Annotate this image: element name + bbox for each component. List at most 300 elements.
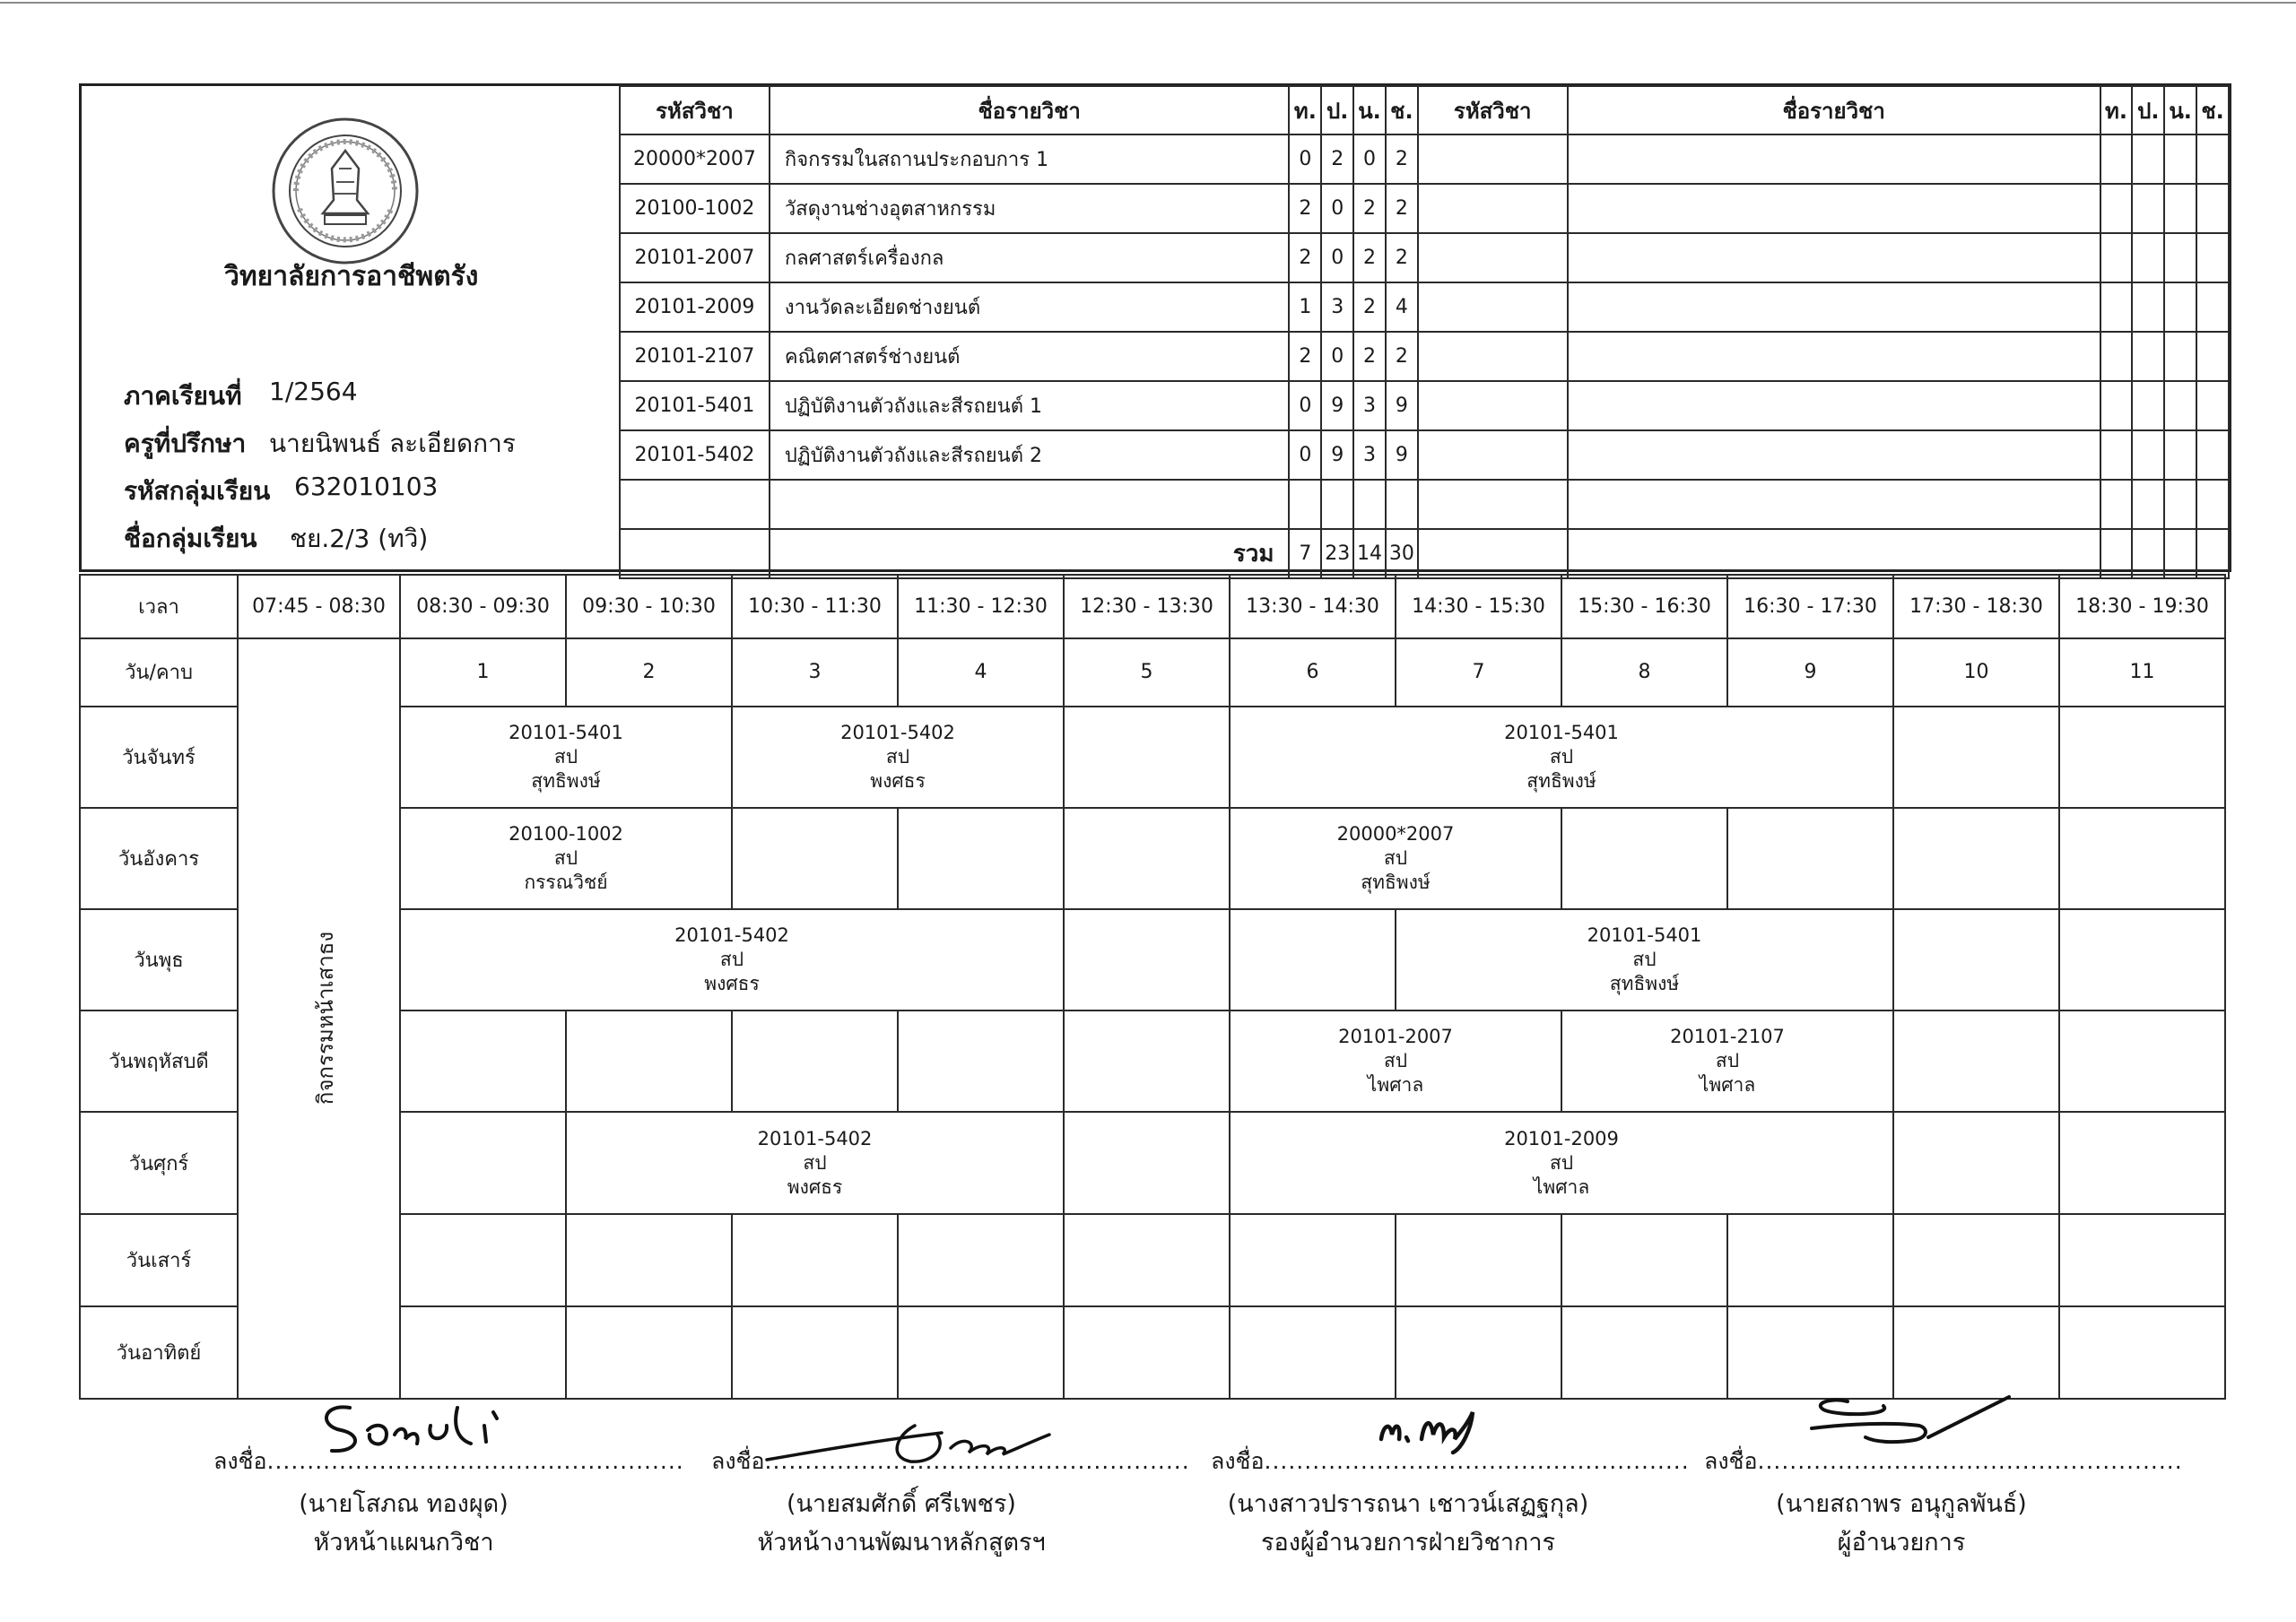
day-row-wednesday — [80, 909, 2225, 1010]
subject-theory: 2 — [1289, 332, 1321, 381]
time-slot: 08:30 - 09:30 — [400, 575, 566, 638]
class-block — [400, 909, 1064, 1010]
empty-cell — [1418, 332, 1568, 381]
empty-cell — [2100, 480, 2133, 529]
empty-slot — [400, 1214, 566, 1306]
empty-cell — [1353, 480, 1386, 529]
empty-slot — [1893, 909, 2059, 1010]
class-block — [1396, 909, 1893, 1010]
subject-hours: 9 — [1386, 381, 1418, 430]
subject-name: กลศาสตร์เครื่องกล — [770, 233, 1290, 282]
class-teacher: กรรณวิชย์ — [524, 871, 608, 893]
empty-cell — [2100, 430, 2133, 480]
empty-slot — [1727, 1214, 1893, 1306]
signer-name: (นายโสภณ ทองผุด) — [299, 1490, 509, 1518]
period-row — [80, 638, 2225, 707]
empty-cell — [1418, 282, 1568, 332]
empty-cell — [2164, 430, 2196, 480]
period-number: 1 — [400, 638, 566, 707]
class-teacher: พงศธร — [787, 1175, 843, 1198]
semester-row — [124, 377, 358, 416]
empty-cell — [2196, 381, 2229, 430]
class-code: 20101-2107 — [1670, 1026, 1785, 1048]
class-block — [732, 707, 1064, 808]
semester-value: 1/2564 — [269, 377, 358, 406]
empty-slot — [2059, 1112, 2225, 1213]
group-name-value: ชย.2/3 (ทวิ) — [290, 524, 429, 553]
class-code: 20101-5401 — [1504, 721, 1619, 743]
class-block — [566, 1112, 1064, 1213]
subject-row-empty — [620, 480, 2229, 529]
empty-cell — [2132, 233, 2164, 282]
empty-slot — [1230, 1306, 1396, 1399]
time-label: เวลา — [80, 575, 238, 638]
empty-slot — [1727, 808, 1893, 909]
class-code: 20101-2009 — [1504, 1127, 1619, 1149]
time-slot: 14:30 - 15:30 — [1396, 575, 1561, 638]
group-code-value: 632010103 — [294, 472, 439, 501]
empty-cell — [2100, 381, 2133, 430]
sign-label: ลงชื่อ — [213, 1448, 267, 1474]
class-code: 20000*2007 — [1336, 822, 1455, 845]
time-slot: 16:30 - 17:30 — [1727, 575, 1893, 638]
class-code: 20101-5401 — [509, 721, 623, 743]
class-room: สป — [1632, 949, 1657, 971]
empty-cell — [2100, 134, 2133, 184]
college-seal-icon — [269, 115, 422, 267]
empty-cell — [2196, 282, 2229, 332]
advisor-row — [124, 424, 516, 464]
class-room: สป — [1383, 846, 1408, 869]
subject-table — [619, 85, 2230, 579]
empty-slot — [1064, 1306, 1230, 1399]
time-slot: 17:30 - 18:30 — [1893, 575, 2059, 638]
subject-code: 20101-2009 — [620, 282, 770, 332]
empty-slot — [1064, 808, 1230, 909]
period-number: 6 — [1230, 638, 1396, 707]
day-label: วันอังคาร — [80, 808, 238, 909]
subject-theory: 0 — [1289, 381, 1321, 430]
empty-cell — [2196, 134, 2229, 184]
class-block — [1561, 1010, 1893, 1112]
empty-slot — [2059, 1306, 2225, 1399]
day-row-tuesday — [80, 808, 2225, 909]
total-credit: 14 — [1353, 529, 1386, 578]
empty-cell — [2132, 430, 2164, 480]
class-teacher: ไพศาล — [1533, 1175, 1590, 1198]
sign-line: ลงชื่อ.................................................... — [213, 1448, 684, 1474]
signer-name: (นางสาวปรารถนา เชาวน์เสฏฐกุล) — [1227, 1490, 1589, 1518]
subject-name: กิจกรรมในสถานประกอบการ 1 — [770, 134, 1290, 184]
empty-cell — [770, 480, 1290, 529]
empty-slot — [1893, 707, 2059, 808]
empty-cell — [2196, 529, 2229, 578]
sign-line: ลงชื่อ..................................................... — [711, 1448, 1190, 1474]
class-block — [1230, 1010, 1561, 1112]
total-theory: 7 — [1289, 529, 1321, 578]
empty-cell — [1568, 381, 2100, 430]
empty-slot — [1727, 1306, 1893, 1399]
empty-cell — [1418, 381, 1568, 430]
day-label: วันพุธ — [80, 909, 238, 1010]
empty-slot — [898, 1214, 1064, 1306]
class-room: สป — [553, 745, 578, 768]
empty-cell — [1568, 184, 2100, 233]
empty-cell — [1418, 134, 1568, 184]
subject-code: 20101-5402 — [620, 430, 770, 480]
empty-slot — [732, 1214, 898, 1306]
col-hours-header-2: ช. — [2196, 86, 2229, 134]
group-code-row — [124, 472, 439, 511]
signer-name: (นายสถาพร อนุกูลพันธ์) — [1776, 1490, 2027, 1518]
col-code-header: รหัสวิชา — [620, 86, 770, 134]
empty-cell — [2100, 233, 2133, 282]
empty-slot — [566, 1214, 732, 1306]
empty-cell — [1568, 529, 2100, 578]
subject-practice: 9 — [1321, 381, 1353, 430]
subject-header-row — [620, 86, 2229, 134]
empty-cell — [2100, 332, 2133, 381]
class-teacher: สุทธิพงษ์ — [1609, 973, 1680, 995]
empty-cell — [2132, 184, 2164, 233]
empty-slot — [1064, 1010, 1230, 1112]
subject-row — [620, 233, 2229, 282]
empty-cell — [2164, 529, 2196, 578]
empty-slot — [1893, 1010, 2059, 1112]
col-theory-header: ท. — [1289, 86, 1321, 134]
sign-label: ลงชื่อ — [1704, 1448, 1758, 1474]
time-slot: 07:45 - 08:30 — [238, 575, 400, 638]
subject-credit: 2 — [1353, 332, 1386, 381]
empty-cell — [1568, 134, 2100, 184]
subject-credit: 2 — [1353, 282, 1386, 332]
empty-slot — [2059, 1214, 2225, 1306]
day-label: วันศุกร์ — [80, 1112, 238, 1213]
class-code: 20100-1002 — [509, 822, 623, 845]
subject-theory: 2 — [1289, 233, 1321, 282]
subject-name: คณิตศาสตร์ช่างยนต์ — [770, 332, 1290, 381]
empty-cell — [1418, 184, 1568, 233]
day-label: วันเสาร์ — [80, 1214, 238, 1306]
class-room: สป — [885, 745, 910, 768]
subject-practice: 3 — [1321, 282, 1353, 332]
empty-slot — [1064, 707, 1230, 808]
subject-hours: 2 — [1386, 184, 1418, 233]
empty-cell — [1386, 480, 1418, 529]
class-teacher: ไพศาล — [1699, 1074, 1756, 1097]
empty-cell — [2100, 529, 2133, 578]
time-slot: 10:30 - 11:30 — [732, 575, 898, 638]
day-row-thursday — [80, 1010, 2225, 1112]
subject-hours: 2 — [1386, 134, 1418, 184]
class-code: 20101-5402 — [674, 924, 789, 947]
subject-credit: 2 — [1353, 233, 1386, 282]
empty-slot — [1893, 808, 2059, 909]
subject-theory: 0 — [1289, 134, 1321, 184]
col-hours-header: ช. — [1386, 86, 1418, 134]
subject-hours: 4 — [1386, 282, 1418, 332]
period-number: 5 — [1064, 638, 1230, 707]
col-name-header: ชื่อรายวิชา — [770, 86, 1290, 134]
day-row-sunday — [80, 1306, 2225, 1399]
empty-slot — [400, 1112, 566, 1213]
empty-cell — [2196, 332, 2229, 381]
class-block — [400, 707, 732, 808]
class-code: 20101-5401 — [1587, 924, 1702, 947]
empty-cell — [1568, 480, 2100, 529]
empty-cell — [2132, 381, 2164, 430]
col-code-header-2: รหัสวิชา — [1418, 86, 1568, 134]
empty-slot — [1561, 1306, 1727, 1399]
day-label: วันอาทิตย์ — [80, 1306, 238, 1399]
col-practice-header-2: ป. — [2132, 86, 2164, 134]
subject-name: ปฏิบัติงานตัวถังและสีรถยนต์ 2 — [770, 430, 1290, 480]
empty-cell — [2100, 282, 2133, 332]
subject-name: ปฏิบัติงานตัวถังและสีรถยนต์ 1 — [770, 381, 1290, 430]
subject-row — [620, 430, 2229, 480]
time-row — [80, 575, 2225, 638]
sign-line: ลงชื่อ..................................................... — [1704, 1448, 2183, 1474]
empty-cell — [2164, 282, 2196, 332]
subject-name: วัสดุงานช่างอุตสาหกรรม — [770, 184, 1290, 233]
empty-cell — [1568, 430, 2100, 480]
semester-label: ภาคเรียนที่ — [124, 381, 242, 411]
empty-slot — [1893, 1214, 2059, 1306]
subject-practice: 0 — [1321, 233, 1353, 282]
empty-slot — [732, 1306, 898, 1399]
col-name-header-2: ชื่อรายวิชา — [1568, 86, 2100, 134]
subject-theory: 2 — [1289, 184, 1321, 233]
subject-code: 20101-5401 — [620, 381, 770, 430]
subject-practice: 2 — [1321, 134, 1353, 184]
handwritten-signature-icon — [1794, 1388, 2018, 1460]
subject-code: 20101-2107 — [620, 332, 770, 381]
empty-slot — [2059, 909, 2225, 1010]
empty-slot — [898, 1306, 1064, 1399]
empty-cell — [2164, 134, 2196, 184]
subject-name: งานวัดละเอียดช่างยนต์ — [770, 282, 1290, 332]
empty-cell — [1289, 480, 1321, 529]
subject-credit: 3 — [1353, 381, 1386, 430]
subject-practice: 9 — [1321, 430, 1353, 480]
subject-hours: 2 — [1386, 332, 1418, 381]
subject-total-row — [620, 529, 2229, 578]
signer-position: รองผู้อำนวยการฝ่ายวิชาการ — [1260, 1529, 1555, 1557]
subject-row — [620, 134, 2229, 184]
total-hours: 30 — [1386, 529, 1418, 578]
morning-activity-label: กิจกรรมหน้าเสาธง — [313, 932, 339, 1106]
empty-slot — [2059, 707, 2225, 808]
class-code: 20101-5402 — [757, 1127, 873, 1149]
subject-row — [620, 381, 2229, 430]
empty-cell — [2164, 381, 2196, 430]
empty-cell — [2132, 332, 2164, 381]
class-teacher: สุทธิพงษ์ — [531, 769, 601, 792]
col-credit-header-2: น. — [2164, 86, 2196, 134]
col-practice-header: ป. — [1321, 86, 1353, 134]
sign-label: ลงชื่อ — [711, 1448, 765, 1474]
class-teacher: พงศธร — [704, 973, 760, 995]
empty-cell — [620, 480, 770, 529]
group-name-row — [124, 519, 429, 559]
sign-line: ลงชื่อ..................................................... — [1211, 1448, 1690, 1474]
empty-cell — [1418, 430, 1568, 480]
subject-code: 20000*2007 — [620, 134, 770, 184]
handwritten-signature-icon — [1372, 1403, 1507, 1457]
empty-slot — [2059, 808, 2225, 909]
period-number: 8 — [1561, 638, 1727, 707]
time-slot: 09:30 - 10:30 — [566, 575, 732, 638]
class-room: สป — [803, 1151, 827, 1174]
total-practice: 23 — [1321, 529, 1353, 578]
empty-slot — [1396, 1306, 1561, 1399]
empty-cell — [2164, 233, 2196, 282]
time-slot: 18:30 - 19:30 — [2059, 575, 2225, 638]
empty-cell — [1568, 282, 2100, 332]
subject-hours: 2 — [1386, 233, 1418, 282]
period-number: 10 — [1893, 638, 2059, 707]
class-room: สป — [1549, 745, 1574, 768]
empty-slot — [566, 1306, 732, 1399]
day-label: วันพฤหัสบดี — [80, 1010, 238, 1112]
time-slot: 13:30 - 14:30 — [1230, 575, 1396, 638]
class-code: 20101-2007 — [1338, 1026, 1453, 1048]
empty-slot — [566, 1010, 732, 1112]
empty-cell — [2196, 184, 2229, 233]
timetable — [79, 574, 2226, 1400]
college-name: วิทยาลัยการอาชีพตรัง — [224, 261, 479, 292]
day-row-friday — [80, 1112, 2225, 1213]
empty-cell — [2100, 184, 2133, 233]
period-number: 2 — [566, 638, 732, 707]
period-number: 3 — [732, 638, 898, 707]
day-row-monday — [80, 707, 2225, 808]
class-block — [1230, 808, 1561, 909]
empty-cell — [2132, 529, 2164, 578]
col-theory-header-2: ท. — [2100, 86, 2133, 134]
class-room: สป — [553, 846, 578, 869]
subject-credit: 3 — [1353, 430, 1386, 480]
empty-cell — [2164, 480, 2196, 529]
empty-cell — [2196, 233, 2229, 282]
signer-position: ผู้อำนวยการ — [1837, 1529, 1966, 1557]
time-slot: 15:30 - 16:30 — [1561, 575, 1727, 638]
signer-position: หัวหน้างานพัฒนาหลักสูตรฯ — [757, 1529, 1046, 1557]
empty-slot — [898, 808, 1064, 909]
handwritten-signature-icon — [762, 1399, 1067, 1470]
empty-cell — [620, 529, 770, 578]
group-name-label: ชื่อกลุ่มเรียน — [124, 524, 257, 553]
col-credit-header: น. — [1353, 86, 1386, 134]
empty-cell — [1568, 233, 2100, 282]
empty-slot — [1230, 909, 1396, 1010]
class-room: สป — [1715, 1050, 1740, 1072]
subject-credit: 0 — [1353, 134, 1386, 184]
subject-hours: 9 — [1386, 430, 1418, 480]
subject-row — [620, 184, 2229, 233]
subject-row — [620, 282, 2229, 332]
subject-code: 20100-1002 — [620, 184, 770, 233]
signer-position: หัวหน้าแผนกวิชา — [313, 1529, 494, 1557]
empty-slot — [1064, 1112, 1230, 1213]
advisor-value: นายนิพนธ์ ละเอียดการ — [269, 429, 516, 458]
time-slot: 12:30 - 13:30 — [1064, 575, 1230, 638]
empty-cell — [2164, 184, 2196, 233]
empty-slot — [2059, 1010, 2225, 1112]
empty-cell — [1568, 332, 2100, 381]
empty-cell — [1418, 529, 1568, 578]
class-block — [1230, 1112, 1893, 1213]
empty-slot — [732, 1010, 898, 1112]
subject-theory: 0 — [1289, 430, 1321, 480]
period-number: 4 — [898, 638, 1064, 707]
empty-slot — [1230, 1214, 1396, 1306]
empty-slot — [898, 1010, 1064, 1112]
time-slot: 11:30 - 12:30 — [898, 575, 1064, 638]
empty-slot — [1893, 1306, 2059, 1399]
empty-cell — [2132, 480, 2164, 529]
class-room: สป — [1549, 1151, 1574, 1174]
class-block — [1230, 707, 1893, 808]
period-number: 7 — [1396, 638, 1561, 707]
empty-slot — [1893, 1112, 2059, 1213]
day-label: วันจันทร์ — [80, 707, 238, 808]
empty-slot — [1561, 808, 1727, 909]
class-code: 20101-5402 — [840, 721, 955, 743]
class-teacher: สุทธิพงษ์ — [1361, 871, 1431, 893]
subject-credit: 2 — [1353, 184, 1386, 233]
class-teacher: สุทธิพงษ์ — [1526, 769, 1596, 792]
handwritten-signature-icon — [314, 1390, 547, 1462]
class-room: สป — [1383, 1050, 1408, 1072]
empty-slot — [1561, 1214, 1727, 1306]
morning-activity-cell — [238, 638, 400, 1399]
advisor-label: ครูที่ปรึกษา — [124, 429, 247, 458]
day-row-saturday — [80, 1214, 2225, 1306]
class-room: สป — [719, 949, 744, 971]
empty-cell — [2132, 282, 2164, 332]
period-number: 11 — [2059, 638, 2225, 707]
empty-slot — [1064, 1214, 1230, 1306]
empty-cell — [2164, 332, 2196, 381]
group-code-label: รหัสกลุ่มเรียน — [124, 476, 271, 506]
subject-theory: 1 — [1289, 282, 1321, 332]
empty-cell — [2196, 430, 2229, 480]
subject-practice: 0 — [1321, 184, 1353, 233]
sign-label: ลงชื่อ — [1211, 1448, 1265, 1474]
class-teacher: ไพศาล — [1367, 1074, 1424, 1097]
empty-slot — [732, 808, 898, 909]
total-label: รวม — [770, 529, 1290, 578]
empty-slot — [1064, 909, 1230, 1010]
empty-cell — [1321, 480, 1353, 529]
class-teacher: พงศธร — [870, 769, 926, 792]
empty-cell — [1418, 233, 1568, 282]
empty-slot — [400, 1010, 566, 1112]
subject-row — [620, 332, 2229, 381]
empty-slot — [400, 1306, 566, 1399]
signer-name: (นายสมศักดิ์ ศรีเพชร) — [787, 1490, 1016, 1518]
scan-edge-line — [0, 2, 2296, 4]
period-label: วัน/คาบ — [80, 638, 238, 707]
subject-practice: 0 — [1321, 332, 1353, 381]
subject-code: 20101-2007 — [620, 233, 770, 282]
period-number: 9 — [1727, 638, 1893, 707]
class-block — [400, 808, 732, 909]
empty-cell — [1418, 480, 1568, 529]
empty-cell — [2132, 134, 2164, 184]
empty-cell — [2196, 480, 2229, 529]
